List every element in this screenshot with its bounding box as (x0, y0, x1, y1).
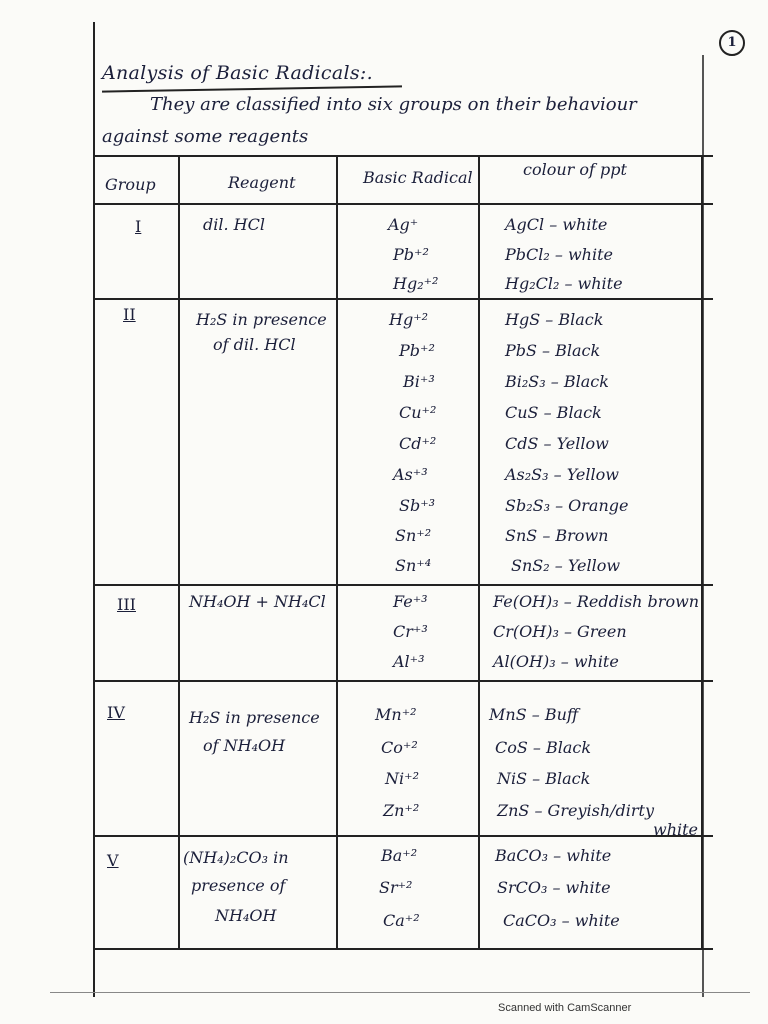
title-underline (102, 85, 402, 92)
reagent-text: (NH₄)₂CO₃ in (183, 848, 289, 867)
basic-radical: Sn⁺² (395, 526, 432, 545)
basic-radical: Sb⁺³ (399, 496, 436, 515)
column-divider (336, 155, 338, 950)
column-divider (178, 155, 180, 950)
precipitate-colour: Hg₂Cl₂ – white (505, 274, 623, 293)
intro-line-2: against some reagents (102, 126, 309, 147)
precipitate-colour: CuS – Black (505, 403, 602, 422)
basic-radical: As⁺³ (393, 465, 428, 484)
reagent-text: presence of (191, 876, 286, 895)
intro-line-1: They are classified into six groups on their behaviour (150, 94, 637, 115)
basic-radical: Ba⁺² (381, 846, 418, 865)
basic-radical: Ni⁺² (385, 769, 419, 788)
precipitate-colour: white (653, 820, 699, 839)
precipitate-colour: Sb₂S₃ – Orange (505, 496, 629, 515)
precipitate-colour: PbCl₂ – white (505, 245, 613, 264)
reagent-text: H₂S in presence (189, 708, 320, 727)
basic-radical: Sn⁺⁴ (395, 556, 432, 575)
page-number: 1 (719, 30, 745, 56)
column-divider (701, 155, 703, 950)
header-colour-of-ppt: colour of ppt (523, 160, 627, 179)
basic-radical: Hg₂⁺² (393, 274, 439, 293)
table-top-border (93, 155, 713, 157)
precipitate-colour: SnS₂ – Yellow (511, 556, 621, 575)
basic-radical: Pb⁺² (399, 341, 435, 360)
basic-radical: Zn⁺² (383, 801, 420, 820)
precipitate-colour: AgCl – white (505, 215, 608, 234)
header-reagent: Reagent (228, 173, 296, 192)
precipitate-colour: MnS – Buff (489, 705, 579, 724)
header-group: Group (105, 175, 156, 194)
basic-radical: Ag⁺ (388, 215, 419, 234)
reagent-text: H₂S in presence (196, 310, 327, 329)
basic-radical: Mn⁺² (375, 705, 417, 724)
basic-radical: Cr⁺³ (393, 622, 428, 641)
radicals-table (93, 155, 713, 950)
precipitate-colour: Fe(OH)₃ – Reddish brown (493, 592, 700, 611)
header-basic-radical: Basic Radical (363, 168, 473, 187)
precipitate-colour: HgS – Black (505, 310, 604, 329)
basic-radical: Fe⁺³ (393, 592, 428, 611)
header-divider (93, 203, 713, 205)
precipitate-colour: Al(OH)₃ – white (493, 652, 619, 671)
group-number: II (123, 305, 136, 324)
reagent-text: NH₄OH + NH₄Cl (189, 592, 326, 611)
precipitate-colour: CdS – Yellow (505, 434, 609, 453)
page-title: Analysis of Basic Radicals:. (102, 62, 373, 84)
reagent-text: NH₄OH (215, 906, 277, 925)
basic-radical: Co⁺² (381, 738, 418, 757)
basic-radical: Hg⁺² (389, 310, 429, 329)
precipitate-colour: SrCO₃ – white (497, 878, 611, 897)
precipitate-colour: As₂S₃ – Yellow (505, 465, 619, 484)
column-divider (478, 155, 480, 950)
group-number: IV (107, 703, 125, 722)
group-number: III (117, 595, 136, 614)
precipitate-colour: SnS – Brown (505, 526, 609, 545)
reagent-text: of NH₄OH (203, 736, 286, 755)
precipitate-colour: Bi₂S₃ – Black (505, 372, 609, 391)
scanner-watermark: Scanned with CamScanner (498, 1002, 632, 1014)
basic-radical: Sr⁺² (379, 878, 413, 897)
basic-radical: Al⁺³ (393, 652, 425, 671)
table-bottom-border (93, 948, 713, 950)
basic-radical: Cu⁺² (399, 403, 437, 422)
basic-radical: Ca⁺² (383, 911, 420, 930)
precipitate-colour: CaCO₃ – white (503, 911, 620, 930)
reagent-text: dil. HCl (203, 215, 265, 234)
group-divider (93, 680, 713, 682)
group-number: I (135, 217, 142, 236)
precipitate-colour: PbS – Black (505, 341, 601, 360)
reagent-text: of dil. HCl (213, 335, 296, 354)
group-divider (93, 835, 713, 837)
bottom-line (50, 992, 750, 993)
precipitate-colour: Cr(OH)₃ – Green (493, 622, 627, 641)
precipitate-colour: NiS – Black (497, 769, 591, 788)
basic-radical: Pb⁺² (393, 245, 429, 264)
group-number: V (107, 851, 119, 870)
group-divider (93, 584, 713, 586)
precipitate-colour: CoS – Black (495, 738, 592, 757)
precipitate-colour: BaCO₃ – white (495, 846, 612, 865)
basic-radical: Cd⁺² (399, 434, 437, 453)
basic-radical: Bi⁺³ (403, 372, 435, 391)
precipitate-colour: ZnS – Greyish/dirty (497, 801, 654, 820)
